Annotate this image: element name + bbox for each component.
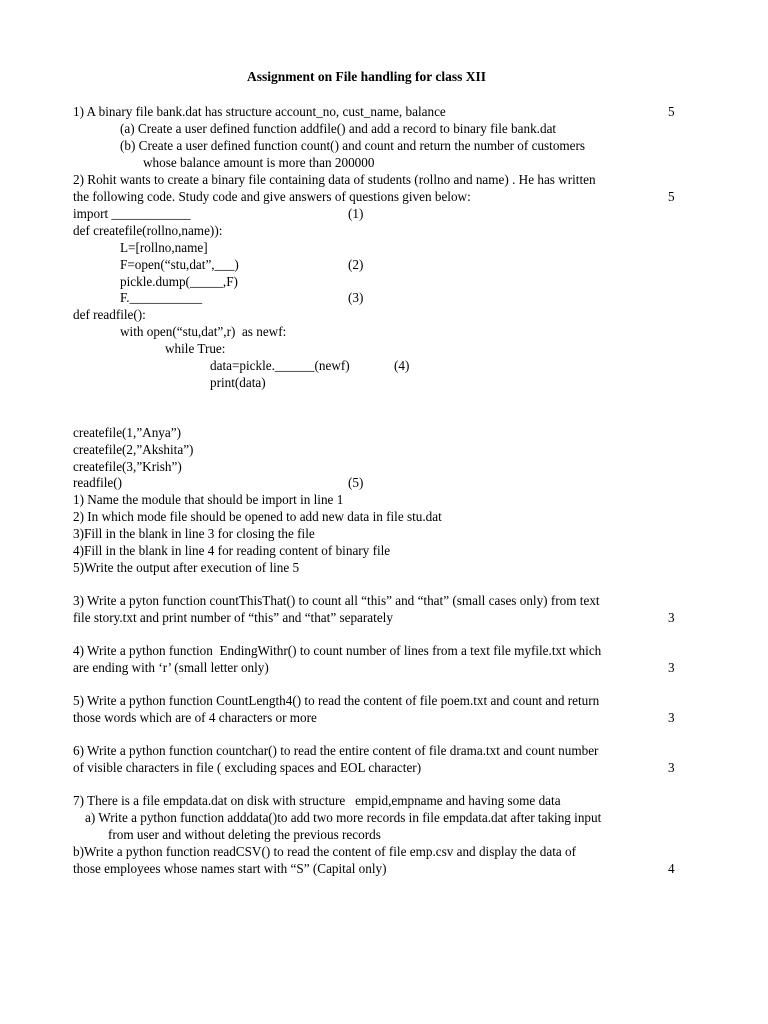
code-line-5: readfile() [73, 475, 123, 490]
code-line: L=[rollno,name] [120, 240, 208, 255]
question-7: 7) There is a file empdata.dat on disk with structure empid,empname and having some data [73, 793, 561, 808]
question-7b-cont: those employees whose names start with “S” (Capital only) [73, 861, 387, 876]
question-3-marks: 3 [668, 610, 675, 625]
question-6-cont: of visible characters in file ( excluding spaces and EOL character) [73, 760, 422, 775]
code-line-2-number: (2) [348, 257, 364, 272]
code-line-2: F=open(“stu,dat”,___) [120, 257, 239, 272]
code-line: with open(“stu,dat”,r) as newf: [120, 324, 287, 339]
code-line-3-number: (3) [348, 290, 364, 305]
sub-question-1: 1) Name the module that should be import in line 1 [73, 492, 344, 507]
code-line-5-number: (5) [348, 475, 364, 490]
question-4: 4) Write a python function EndingWithr() to count number of lines from a text file myfile.txt which [73, 643, 602, 658]
question-7-marks: 4 [668, 861, 675, 876]
code-line-1-number: (1) [348, 206, 364, 221]
question-1-marks: 5 [668, 104, 675, 119]
code-line: def readfile(): [73, 307, 146, 322]
code-line: pickle.dump(_____,F) [120, 274, 238, 289]
question-3: 3) Write a pyton function countThisThat() to count all “this” and “that” (small cases only) from text [73, 593, 600, 608]
question-6: 6) Write a python function countchar() to read the entire content of file drama.txt and count number [73, 743, 599, 758]
code-line-4: data=pickle.______(newf) [210, 358, 350, 373]
code-line: createfile(1,”Anya”) [73, 425, 181, 440]
question-2-marks: 5 [668, 189, 675, 204]
code-line: createfile(2,”Akshita”) [73, 442, 194, 457]
sub-question-3: 3)Fill in the blank in line 3 for closing the file [73, 526, 315, 541]
code-line: print(data) [210, 375, 266, 390]
question-3-cont: file story.txt and print number of “this” and “that” separately [73, 610, 393, 625]
question-1a: (a) Create a user defined function addfile() and add a record to binary file bank.dat [120, 121, 557, 136]
question-5-marks: 3 [668, 710, 675, 725]
question-1b-cont: whose balance amount is more than 200000 [143, 155, 375, 170]
question-2: 2) Rohit wants to create a binary file containing data of students (rollno and name) . He has written [73, 172, 596, 187]
page-title: Assignment on File handling for class XII [247, 69, 487, 84]
sub-question-2: 2) In which mode file should be opened to add new data in file stu.dat [73, 509, 442, 524]
question-1: 1) A binary file bank.dat has structure account_no, cust_name, balance [73, 104, 446, 119]
question-7b: b)Write a python function readCSV() to read the content of file emp.csv and display the data of [73, 844, 576, 859]
sub-question-4: 4)Fill in the blank in line 4 for reading content of binary file [73, 543, 391, 558]
sub-question-5: 5)Write the output after execution of line 5 [73, 560, 300, 575]
code-line: def createfile(rollno,name)): [73, 223, 223, 238]
question-6-marks: 3 [668, 760, 675, 775]
code-line: createfile(3,”Krish”) [73, 459, 182, 474]
question-7a-cont: from user and without deleting the previous records [108, 827, 381, 842]
question-1b: (b) Create a user defined function count() and count and return the number of customers [120, 138, 586, 153]
question-5: 5) Write a python function CountLength4() to read the content of file poem.txt and count and return [73, 693, 600, 708]
question-7a: a) Write a python function adddata()to add two more records in file empdata.dat after taking input [85, 810, 602, 825]
code-line-1: import ____________ [73, 206, 191, 221]
code-line-3: F.___________ [120, 290, 203, 305]
question-5-cont: those words which are of 4 characters or more [73, 710, 317, 725]
question-4-marks: 3 [668, 660, 675, 675]
code-line-4-number: (4) [394, 358, 410, 373]
question-4-cont: are ending with ‘r’ (small letter only) [73, 660, 269, 675]
code-line: while True: [165, 341, 226, 356]
question-2-cont: the following code. Study code and give answers of questions given below: [73, 189, 471, 204]
